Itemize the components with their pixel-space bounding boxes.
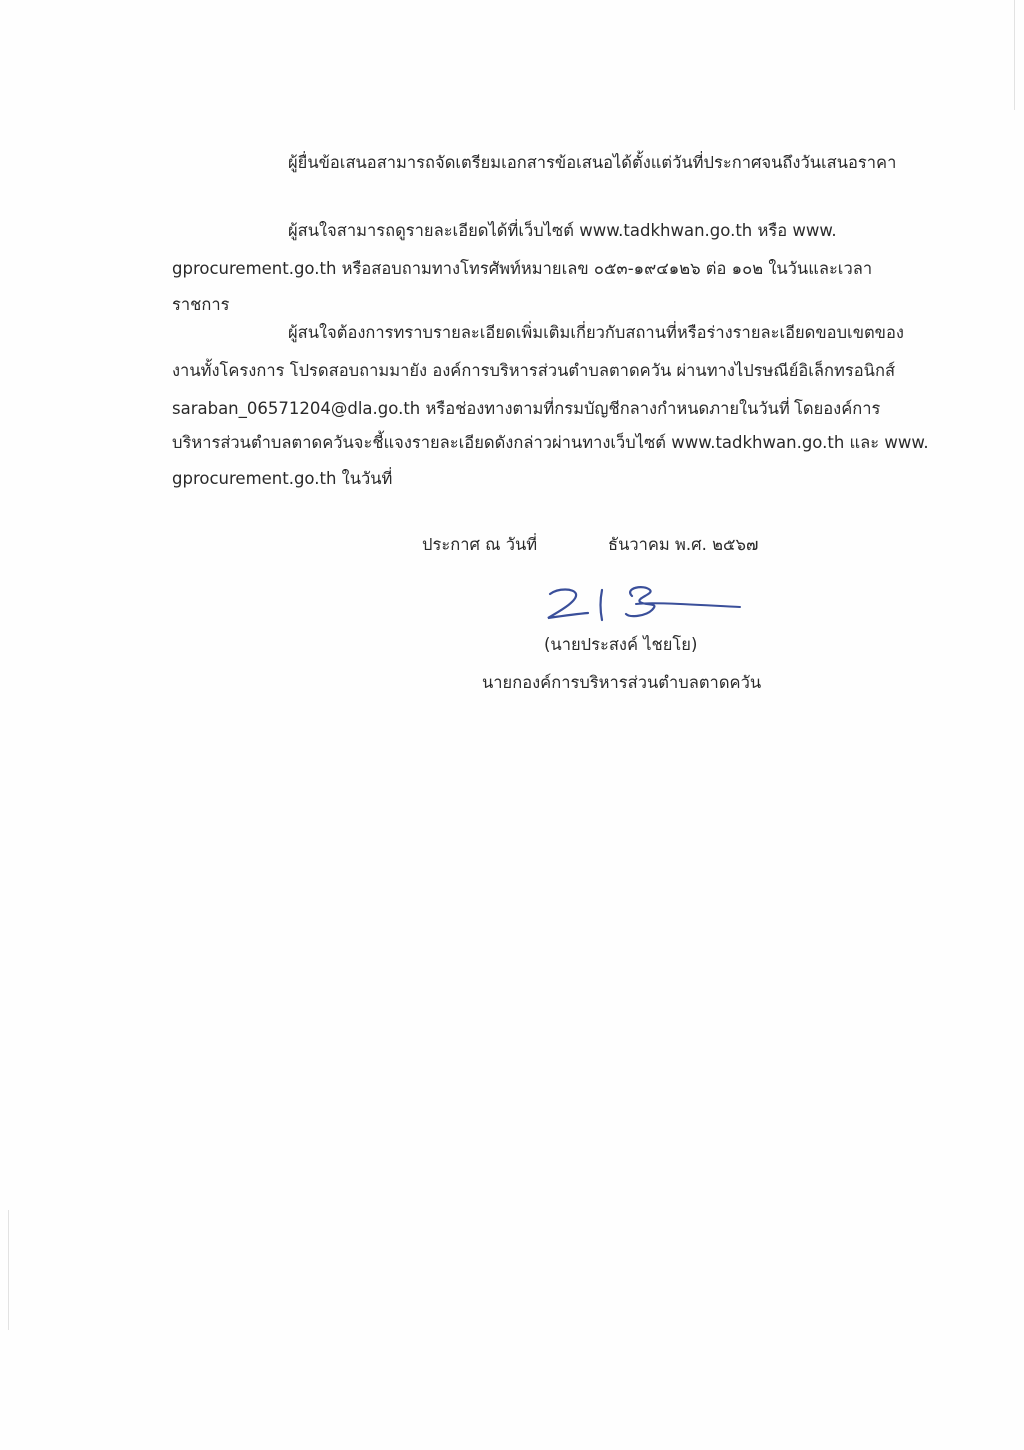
scan-edge-mark (8, 1210, 9, 1330)
paragraph-2-line-3: ราชการ (172, 295, 230, 314)
announcement-date: ธันวาคม พ.ศ. ๒๕๖๗ (608, 535, 759, 554)
scan-edge-mark (1014, 0, 1015, 110)
paragraph-3-line-3b: โดยองค์การ (794, 399, 881, 418)
paragraph-2-line-1: ผู้สนใจสามารถดูรายละเอียดได้ที่เว็บไซต์ www.tadkhwan.go.th หรือ www. (288, 221, 837, 240)
paragraph-3-line-2: งานทั้งโครงการ โปรดสอบถามมายัง องค์การบริหารส่วนตำบลตาดควัน ผ่านทางไปรษณีย์อิเล็กทรอนิกส์ (172, 361, 896, 380)
paragraph-1-line-1: ผู้ยื่นข้อเสนอสามารถจัดเตรียมเอกสารข้อเสนอได้ตั้งแต่วันที่ประกาศจนถึงวันเสนอราคา (288, 153, 897, 172)
paragraph-3-line-1: ผู้สนใจต้องการทราบรายละเอียดเพิ่มเติมเกี่ยวกับสถานที่หรือร่างรายละเอียดขอบเขตของ (288, 323, 904, 342)
signatory-name: (นายประสงค์ ไชยโย) (544, 635, 698, 654)
paragraph-3-line-3a: saraban_06571204@dla.go.th หรือช่องทางตามที่กรมบัญชีกลางกำหนดภายในวันที่ (172, 399, 790, 418)
paragraph-3-line-5: gprocurement.go.th ในวันที่ (172, 469, 393, 488)
signature-image (540, 580, 745, 630)
paragraph-3-line-4: บริหารส่วนตำบลตาดควันจะชี้แจงรายละเอียดดังกล่าวผ่านทางเว็บไซต์ www.tadkhwan.go.th และ www. (172, 433, 929, 452)
paragraph-2-line-2: gprocurement.go.th หรือสอบถามทางโทรศัพท์หมายเลข ๐๕๓-๑๙๔๑๒๖ ต่อ ๑๐๒ ในวันและเวลา (172, 259, 873, 278)
signatory-title: นายกองค์การบริหารส่วนตำบลตาดควัน (482, 673, 762, 692)
signature (540, 580, 745, 630)
announcement-prefix: ประกาศ ณ วันที่ (422, 535, 538, 554)
